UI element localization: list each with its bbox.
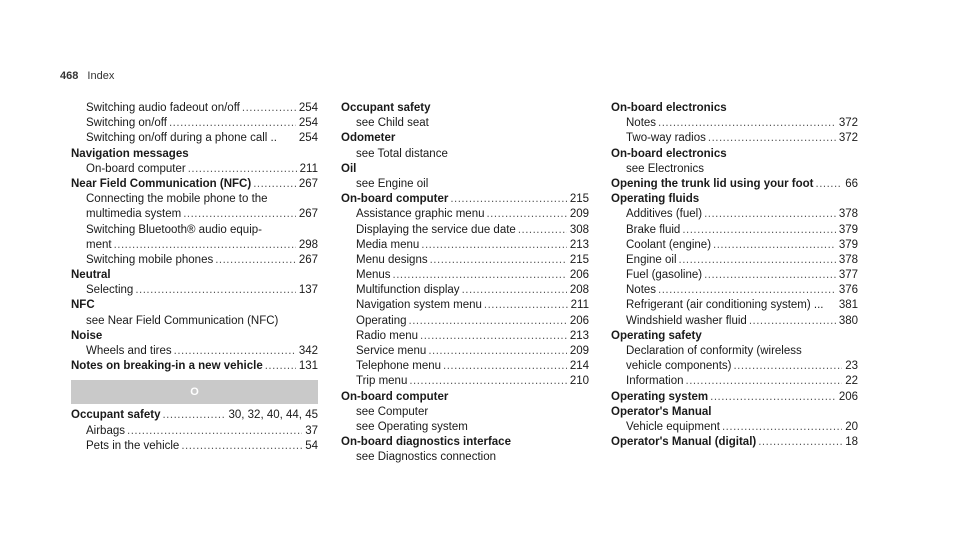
entry-label: Two-way radios — [626, 132, 706, 145]
index-heading: On-board diagnostics interface — [341, 436, 511, 449]
entry-label: multimedia system — [86, 208, 182, 221]
page-reference: 298 — [298, 238, 318, 251]
dot-leader — [708, 131, 836, 146]
index-subentry — [341, 298, 589, 313]
index-subentry — [611, 298, 858, 313]
index-heading: Navigation messages — [71, 147, 189, 160]
entry-label: Engine oil — [626, 253, 677, 266]
index-subentry — [611, 116, 858, 131]
index-subentry — [611, 420, 858, 435]
index-heading: On-board electronics — [611, 102, 727, 114]
index-subentry — [71, 283, 318, 298]
page-reference: 22 — [845, 375, 858, 388]
index-heading: Operator's Manual — [611, 405, 712, 418]
entry-label: Switching audio fadeout on/off — [86, 102, 240, 114]
page-reference: 209 — [569, 208, 589, 221]
page-reference: 211 — [299, 162, 318, 175]
dot-leader — [421, 238, 567, 253]
dot-leader — [242, 101, 296, 116]
index-column-3 — [611, 101, 858, 450]
index-subentry — [611, 314, 858, 329]
dot-leader — [462, 283, 567, 298]
entry-label: Switching on/off during a phone call .. — [86, 132, 277, 145]
page-reference: 378 — [838, 208, 858, 221]
entry-label: Pets in the vehicle — [86, 439, 180, 452]
index-subentry — [341, 329, 589, 344]
page-reference: 209 — [569, 345, 589, 357]
entry-label: Occupant safety — [71, 409, 161, 422]
entry-label: Wheels and tires — [86, 345, 172, 357]
index-subentry: see Total distance — [356, 147, 448, 160]
dot-leader — [704, 207, 836, 222]
index-heading: On-board computer — [341, 390, 449, 403]
page-reference: 131 — [298, 360, 318, 373]
index-subentry — [611, 238, 858, 253]
index-entry — [71, 177, 318, 192]
index-entry — [71, 408, 318, 423]
index-column-1 — [71, 101, 318, 454]
index-subentry — [341, 207, 589, 222]
index-column-2 — [341, 101, 589, 466]
index-subentry: see Electronics — [626, 162, 704, 175]
index-entry — [611, 177, 858, 192]
dot-leader — [484, 298, 568, 313]
page-reference: 20 — [845, 420, 858, 433]
entry-label: Selecting — [86, 284, 134, 297]
index-subentry — [71, 101, 318, 116]
entry-label: Notes — [626, 284, 657, 297]
dot-leader — [686, 374, 843, 389]
dot-leader — [420, 329, 567, 344]
entry-label: Information — [626, 375, 684, 388]
index-subentry — [611, 253, 858, 268]
dot-leader — [443, 359, 567, 374]
index-entry — [611, 390, 858, 405]
dot-leader — [188, 162, 297, 177]
dot-leader — [450, 192, 566, 207]
entry-label: Navigation system menu — [356, 299, 482, 312]
index-heading: On-board electronics — [611, 147, 727, 160]
index-entry — [611, 435, 858, 450]
page-reference: 211 — [570, 299, 589, 312]
index-subentry — [341, 374, 589, 389]
index-entry — [71, 359, 318, 374]
index-subentry: Declaration of conformity (wireless — [626, 345, 802, 357]
index-subentry — [611, 223, 858, 238]
page-reference: 206 — [569, 269, 589, 282]
dot-leader — [174, 344, 296, 359]
entry-label: On-board computer — [86, 162, 186, 175]
section-title: Index — [87, 70, 115, 82]
entry-label: Displaying the service due date — [356, 223, 516, 236]
index-subentry — [611, 207, 858, 222]
index-heading: Neutral — [71, 269, 111, 282]
index-subentry — [611, 131, 858, 146]
index-subentry — [71, 238, 318, 253]
entry-label: Opening the trunk lid using your foot — [611, 177, 814, 190]
dot-leader — [682, 223, 835, 238]
entry-label: Trip menu — [356, 375, 408, 388]
entry-label: Assistance graphic menu — [356, 208, 485, 221]
index-heading: Noise — [71, 329, 103, 342]
entry-label: Service menu — [356, 345, 427, 357]
entry-label: Operating — [356, 314, 407, 327]
dot-leader — [733, 359, 842, 374]
page-reference: 377 — [838, 269, 858, 282]
entry-label: Windshield washer fluid — [626, 314, 747, 327]
dot-leader — [713, 238, 836, 253]
page-reference: 208 — [569, 284, 589, 297]
index-subentry — [341, 238, 589, 253]
index-subentry — [71, 116, 318, 131]
page-reference: 54 — [305, 439, 318, 452]
page-reference: 376 — [838, 284, 858, 297]
index-heading: Oil — [341, 162, 357, 175]
entry-label: Menus — [356, 269, 391, 282]
page-reference: 381 — [838, 299, 858, 312]
page-reference: 215 — [569, 253, 589, 266]
index-subentry — [611, 283, 858, 298]
index-subentry — [71, 207, 318, 222]
index-subentry — [341, 283, 589, 298]
dot-leader — [409, 374, 566, 389]
dot-leader — [215, 253, 296, 268]
page-reference: 379 — [838, 223, 858, 236]
index-subentry — [71, 253, 318, 268]
index-heading: Operating fluids — [611, 193, 700, 206]
entry-label: Additives (fuel) — [626, 208, 703, 221]
page-reference: 66 — [845, 177, 858, 190]
index-subentry: see Diagnostics connection — [356, 451, 496, 464]
dot-leader — [710, 390, 836, 405]
page-reference: 379 — [838, 238, 858, 251]
dot-leader — [816, 177, 843, 192]
page-reference: 37 — [305, 424, 318, 437]
entry-label: Switching mobile phones — [86, 253, 214, 266]
entry-label: Operating system — [611, 390, 709, 403]
index-entry — [341, 192, 589, 207]
index-subentry: see Operating system — [356, 420, 468, 433]
page-reference: 308 — [569, 223, 589, 236]
dot-leader — [704, 268, 836, 283]
dot-leader — [518, 223, 567, 238]
dot-leader — [393, 268, 567, 283]
page-reference: 137 — [298, 284, 318, 297]
index-heading: Odometer — [341, 132, 396, 145]
index-subentry: see Near Field Communication (NFC) — [86, 314, 279, 327]
page-reference: 213 — [569, 329, 589, 342]
dot-leader — [127, 424, 302, 439]
entry-label: Fuel (gasoline) — [626, 269, 703, 282]
entry-label: Coolant (engine) — [626, 238, 712, 251]
index-subentry: Switching Bluetooth® audio equip- — [86, 223, 262, 236]
section-letter-banner: O — [71, 380, 318, 404]
index-subentry — [71, 131, 318, 146]
page-reference: 267 — [298, 177, 318, 190]
entry-label: Brake fluid — [626, 223, 681, 236]
page-reference: 267 — [298, 253, 318, 266]
dot-leader — [486, 207, 566, 222]
page-reference: 378 — [838, 253, 858, 266]
entry-label: Vehicle equipment — [626, 420, 720, 433]
entry-label: vehicle components) — [626, 360, 732, 373]
dot-leader — [428, 344, 567, 359]
page-reference: 380 — [838, 314, 858, 327]
dot-leader — [679, 253, 836, 268]
page-reference: 206 — [569, 314, 589, 327]
dot-leader — [253, 177, 296, 192]
dot-leader — [162, 408, 225, 423]
index-heading: Occupant safety — [341, 102, 431, 114]
entry-label: Operator's Manual (digital) — [611, 436, 757, 449]
entry-label: Telephone menu — [356, 360, 442, 373]
page-reference: 213 — [569, 238, 589, 251]
index-subentry — [341, 223, 589, 238]
page-reference: 214 — [569, 360, 589, 373]
index-subentry — [611, 268, 858, 283]
page-reference: 254 — [298, 102, 318, 114]
entry-label: Notes — [626, 117, 657, 130]
page-reference: 210 — [569, 375, 589, 388]
dot-leader — [430, 253, 567, 268]
entry-label: Radio menu — [356, 329, 419, 342]
entry-label: Airbags — [86, 424, 125, 437]
entry-label: Menu designs — [356, 253, 428, 266]
index-subentry — [341, 314, 589, 329]
dot-leader — [183, 207, 296, 222]
index-subentry — [341, 268, 589, 283]
dot-leader — [658, 116, 836, 131]
index-heading: NFC — [71, 299, 95, 312]
entry-label: Media menu — [356, 238, 420, 251]
index-subentry — [611, 374, 858, 389]
index-heading: Operating safety — [611, 329, 702, 342]
dot-leader — [169, 116, 296, 131]
entry-label: Notes on breaking-in a new vehicle — [71, 360, 263, 373]
page-header — [60, 70, 114, 82]
page-reference: 18 — [845, 436, 858, 449]
page-reference: 206 — [838, 390, 858, 403]
page-reference: 372 — [838, 117, 858, 130]
page-reference: 342 — [298, 345, 318, 357]
dot-leader — [135, 283, 296, 298]
index-subentry: Connecting the mobile phone to the — [86, 193, 268, 206]
page-reference: 215 — [569, 193, 589, 206]
index-subentry — [341, 253, 589, 268]
page-reference: 372 — [838, 132, 858, 145]
page-reference: 30, 32, 40, 44, 45 — [228, 409, 318, 422]
dot-leader — [722, 420, 842, 435]
dot-leader — [758, 435, 842, 450]
index-subentry — [71, 439, 318, 454]
entry-label: On-board computer — [341, 193, 449, 206]
dot-leader — [749, 314, 836, 329]
index-subentry: see Engine oil — [356, 177, 429, 190]
index-subentry — [611, 359, 858, 374]
dot-leader — [181, 439, 302, 454]
page-reference: 254 — [298, 132, 318, 145]
entry-label: Refrigerant (air conditioning system) ... — [626, 299, 824, 312]
index-subentry — [341, 359, 589, 374]
entry-label: Multifunction display — [356, 284, 460, 297]
index-subentry: see Computer — [356, 405, 429, 418]
index-subentry — [341, 344, 589, 359]
entry-label: Near Field Communication (NFC) — [71, 177, 252, 190]
entry-label: ment — [86, 238, 112, 251]
page-reference: 267 — [298, 208, 318, 221]
page-number: 468 — [60, 70, 79, 82]
dot-leader — [409, 314, 567, 329]
dot-leader — [658, 283, 836, 298]
index-subentry — [71, 344, 318, 359]
page-reference: 23 — [845, 360, 858, 373]
page-reference: 254 — [298, 117, 318, 130]
index-subentry — [71, 162, 318, 177]
entry-label: Switching on/off — [86, 117, 167, 130]
dot-leader — [114, 238, 296, 253]
dot-leader — [265, 359, 296, 374]
index-subentry — [71, 424, 318, 439]
index-subentry: see Child seat — [356, 117, 429, 130]
